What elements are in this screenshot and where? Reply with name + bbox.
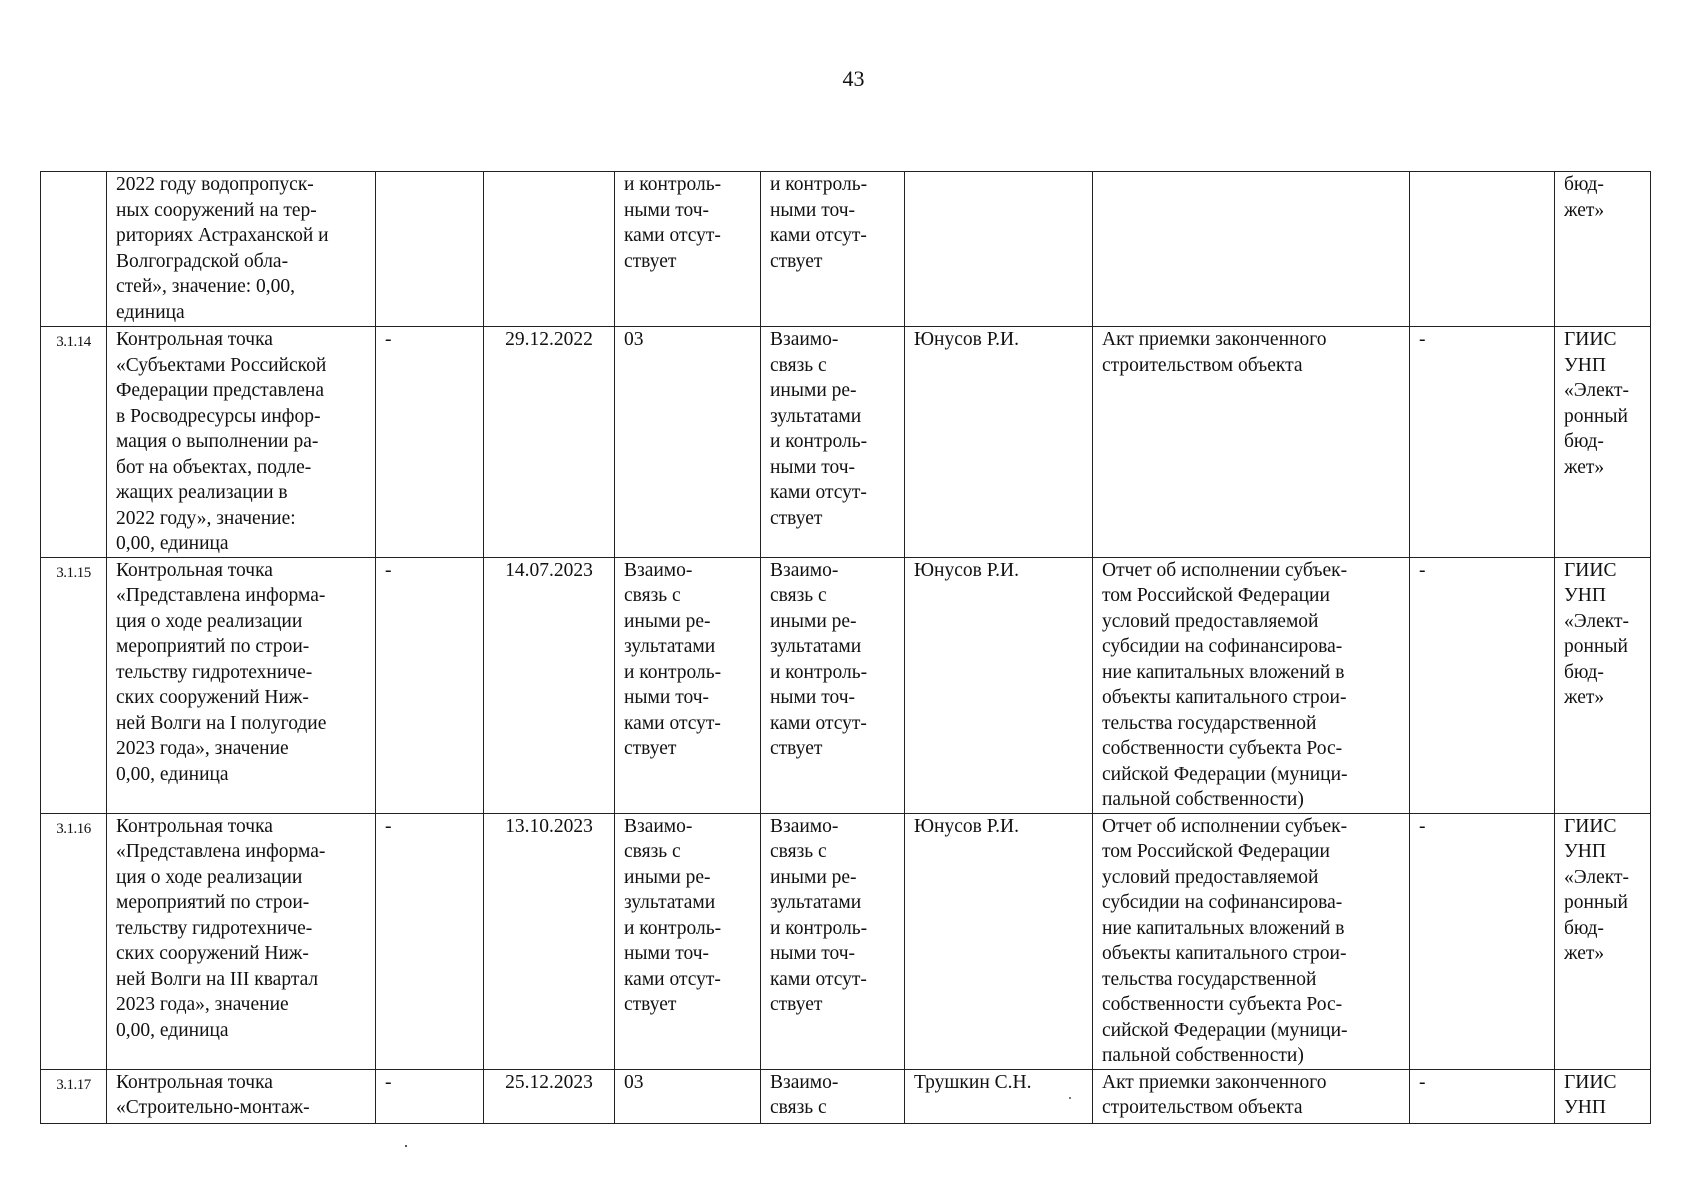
predecessor-type: и контроль- ными точ- ками отсут- ствует xyxy=(615,172,761,327)
relationship: Взаимо- связь с xyxy=(761,1069,905,1123)
table-row xyxy=(41,813,1651,1069)
base-value xyxy=(376,172,484,327)
scan-speck xyxy=(1069,1097,1071,1099)
control-point-name: Контрольная точка «Строительно-монтаж- xyxy=(107,1069,376,1123)
confirming-document xyxy=(1093,172,1410,327)
table-row xyxy=(41,327,1651,558)
due-date: 14.07.2023 xyxy=(484,557,615,813)
extra-field: - xyxy=(1410,813,1555,1069)
responsible-person: Юнусов Р.И. xyxy=(905,327,1093,558)
scan-speck xyxy=(405,1145,407,1147)
due-date: 25.12.2023 xyxy=(484,1069,615,1123)
responsible-person: Трушкин С.Н. xyxy=(905,1069,1093,1123)
extra-field xyxy=(1410,172,1555,327)
table-row xyxy=(41,1069,1651,1123)
relationship: Взаимо- связь с иными ре- зультатами и контроль- ными точ- ками отсут- ствует xyxy=(761,327,905,558)
predecessor-type: Взаимо- связь с иными ре- зультатами и контроль- ными точ- ками отсут- ствует xyxy=(615,813,761,1069)
predecessor-type: 03 xyxy=(615,1069,761,1123)
confirming-document: Отчет об исполнении субъек- том Российской Федерации условий предоставляемой субсидии на софинансирова- ние капитальных вложений в объекты капитального строи- тельства государственной собственности субъекта Рос- сийской Федерации (муници- пальной собственности) xyxy=(1093,813,1410,1069)
base-value: - xyxy=(376,327,484,558)
base-value: - xyxy=(376,1069,484,1123)
extra-field: - xyxy=(1410,327,1555,558)
control-points-table xyxy=(40,171,1651,1124)
extra-field: - xyxy=(1410,557,1555,813)
control-point-name: 2022 году водопропуск- ных сооружений на тер- риториях Астраханской и Волгоградской обла- стей», значение: 0,00, единица xyxy=(107,172,376,327)
predecessor-type: 03 xyxy=(615,327,761,558)
information-system: ГИИС УНП xyxy=(1555,1069,1651,1123)
information-system: бюд- жет» xyxy=(1555,172,1651,327)
control-point-name: Контрольная точка «Представлена информа- ция о ходе реализации мероприятий по строи- тельству гидротехниче- ских сооружений Ниж- ней Волги на III квартал 2023 года», значение 0,00, единица xyxy=(107,813,376,1069)
relationship: и контроль- ными точ- ками отсут- ствует xyxy=(761,172,905,327)
table-row xyxy=(41,557,1651,813)
page-number: 43 xyxy=(842,66,865,91)
information-system: ГИИС УНП «Элект- ронный бюд- жет» xyxy=(1555,557,1651,813)
confirming-document: Акт приемки законченного строительством объекта xyxy=(1093,327,1410,558)
confirming-document: Акт приемки законченного строительством объекта xyxy=(1093,1069,1410,1123)
confirming-document: Отчет об исполнении субъек- том Российской Федерации условий предоставляемой субсидии на софинансирова- ние капитальных вложений в объекты капитального строи- тельства государственной собственности субъекта Рос- сийской Федерации (муници- пальной собственности) xyxy=(1093,557,1410,813)
relationship: Взаимо- связь с иными ре- зультатами и контроль- ными точ- ками отсут- ствует xyxy=(761,557,905,813)
due-date: 29.12.2022 xyxy=(484,327,615,558)
relationship: Взаимо- связь с иными ре- зультатами и контроль- ными точ- ками отсут- ствует xyxy=(761,813,905,1069)
row-number: 3.1.17 xyxy=(41,1069,107,1123)
information-system: ГИИС УНП «Элект- ронный бюд- жет» xyxy=(1555,327,1651,558)
row-number: 3.1.14 xyxy=(41,327,107,558)
due-date xyxy=(484,172,615,327)
base-value: - xyxy=(376,813,484,1069)
row-number xyxy=(41,172,107,327)
responsible-person: Юнусов Р.И. xyxy=(905,813,1093,1069)
control-point-name: Контрольная точка «Субъектами Российской Федерации представлена в Росводресурсы инфор- мация о выполнении ра- бот на объектах, подле- жащих реализации в 2022 году», значение: 0,00, единица xyxy=(107,327,376,558)
due-date: 13.10.2023 xyxy=(484,813,615,1069)
row-number: 3.1.16 xyxy=(41,813,107,1069)
predecessor-type: Взаимо- связь с иными ре- зультатами и контроль- ными точ- ками отсут- ствует xyxy=(615,557,761,813)
base-value: - xyxy=(376,557,484,813)
row-number: 3.1.15 xyxy=(41,557,107,813)
control-point-name: Контрольная точка «Представлена информа- ция о ходе реализации мероприятий по строи- тельству гидротехниче- ских сооружений Ниж- ней Волги на I полугодие 2023 года», значение 0,00, единица xyxy=(107,557,376,813)
responsible-person xyxy=(905,172,1093,327)
responsible-person: Юнусов Р.И. xyxy=(905,557,1093,813)
information-system: ГИИС УНП «Элект- ронный бюд- жет» xyxy=(1555,813,1651,1069)
table-row xyxy=(41,172,1651,327)
extra-field: - xyxy=(1410,1069,1555,1123)
